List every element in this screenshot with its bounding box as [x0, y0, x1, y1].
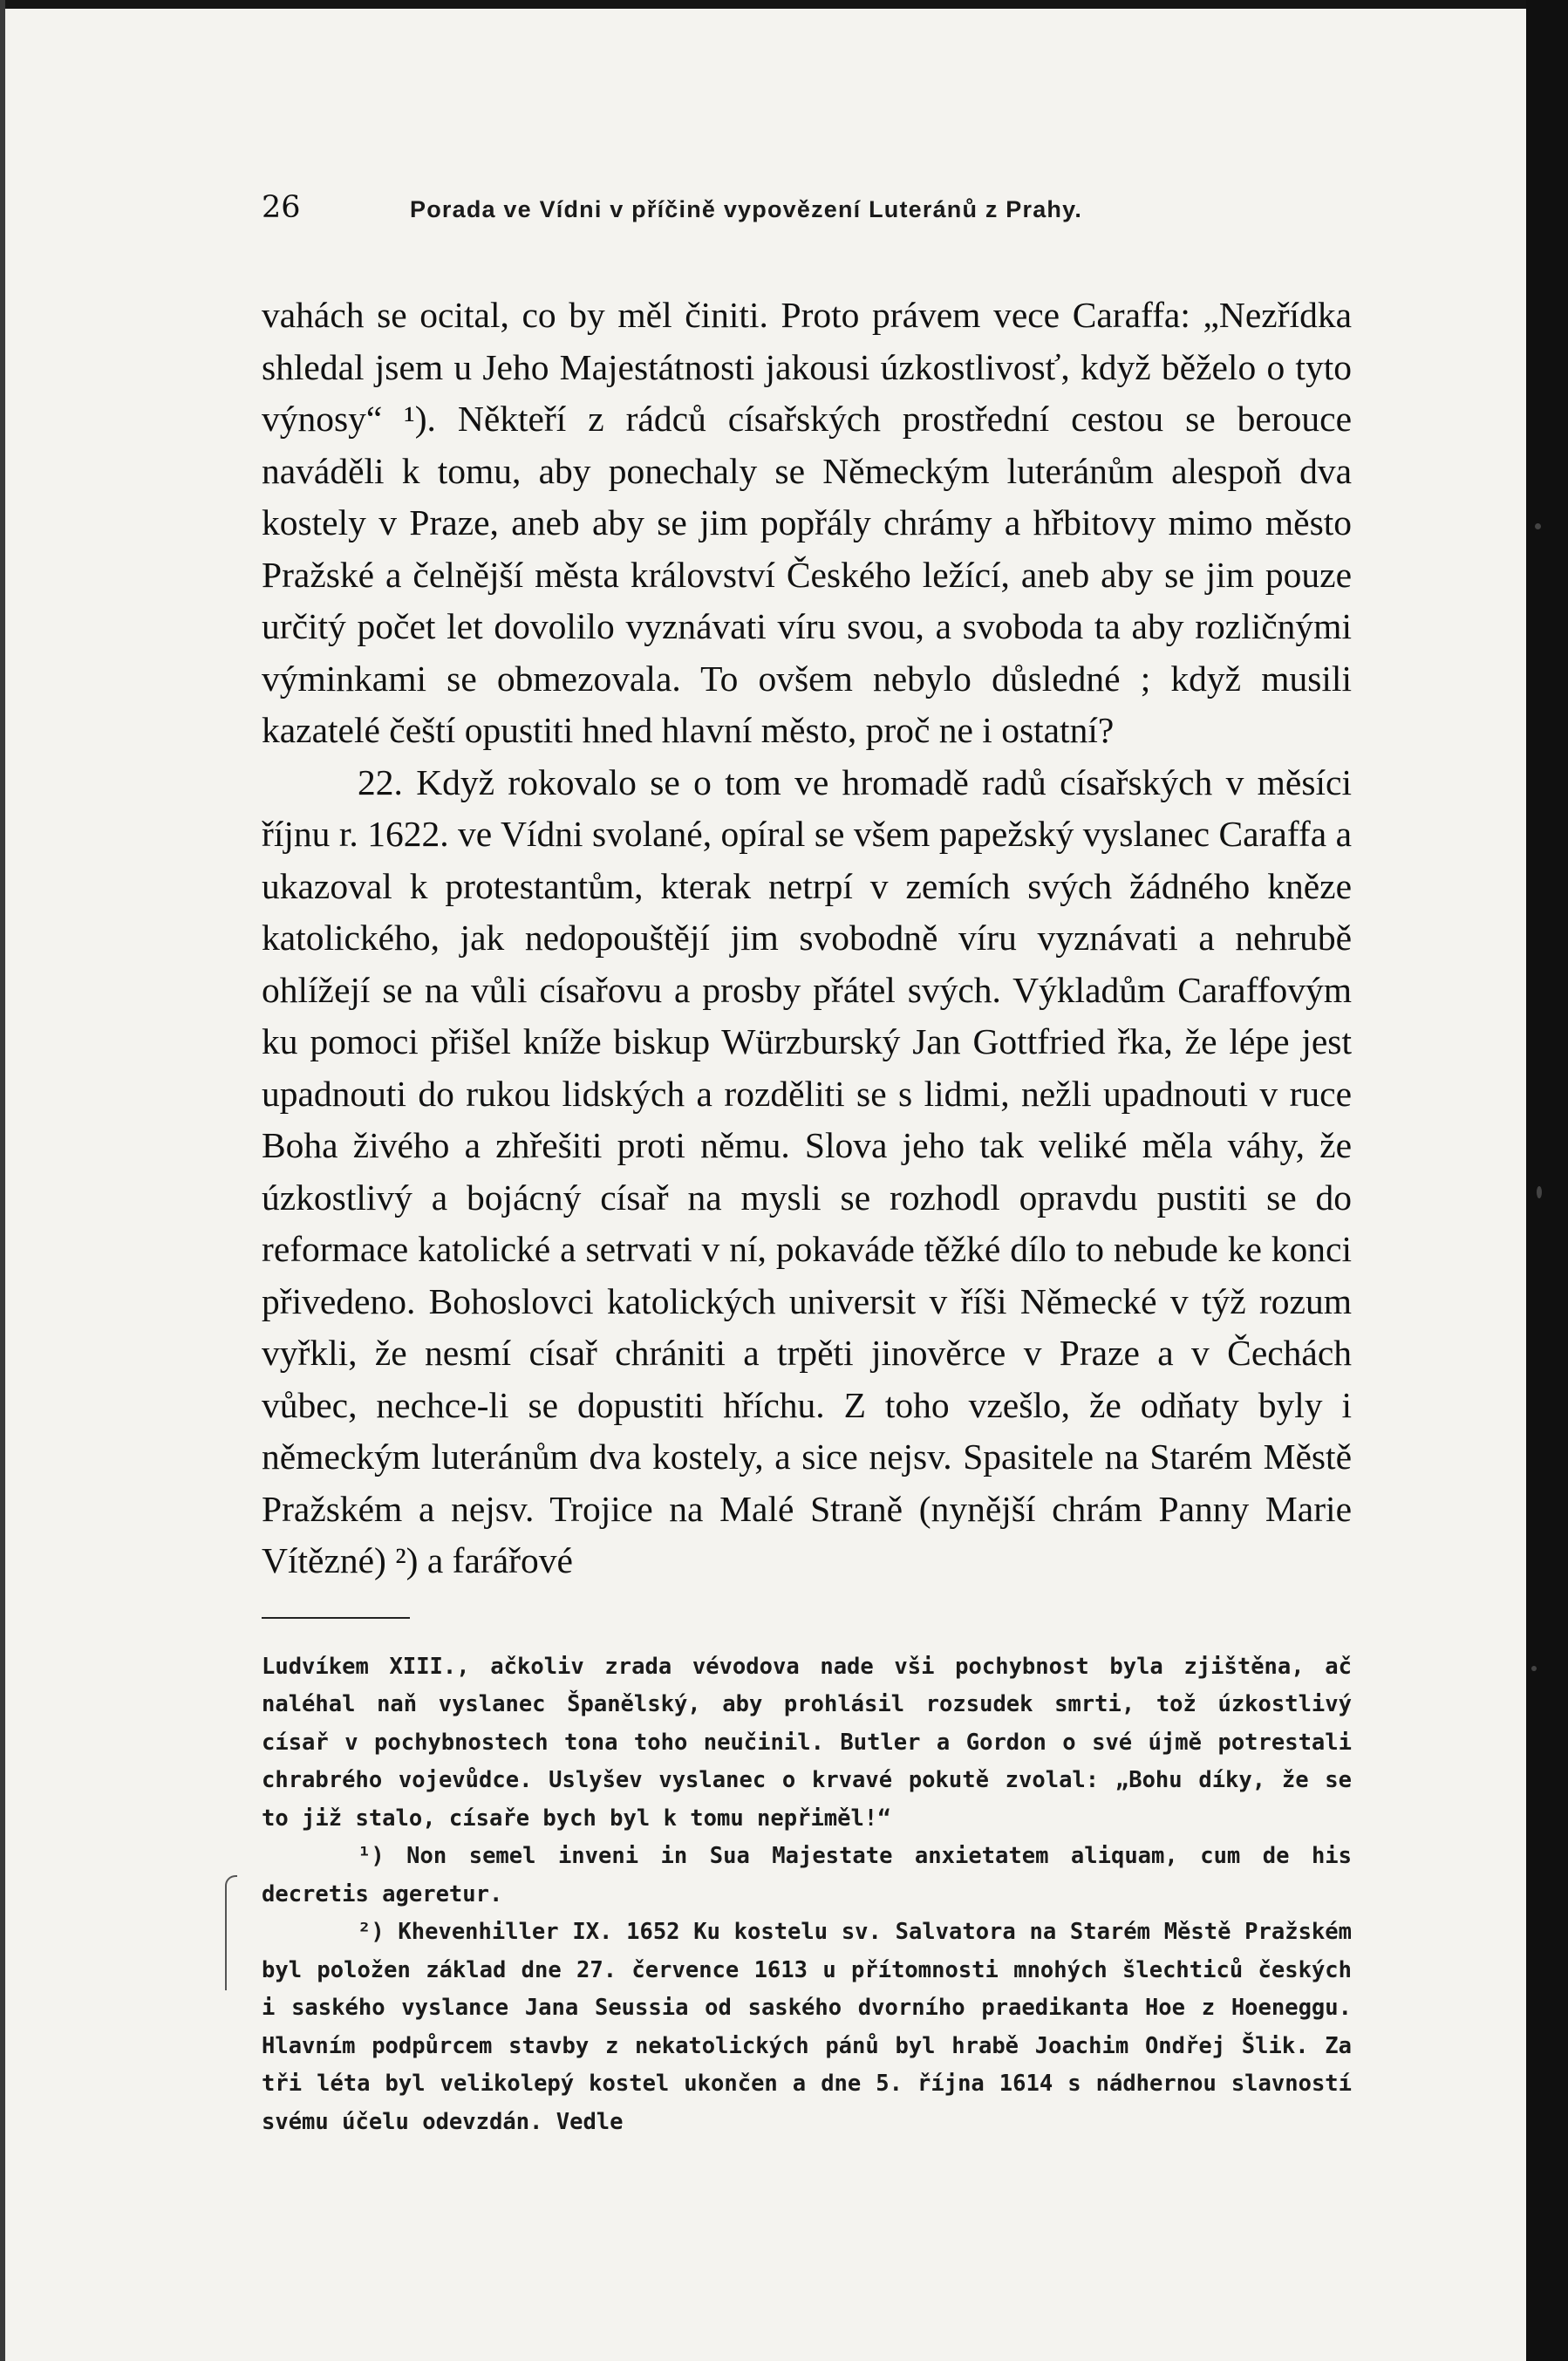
scan-right-edge — [1526, 0, 1568, 2361]
scan-speck — [1531, 1666, 1537, 1671]
footnote-continued: Ludvíkem XIII., ačkoliv zrada vévodova nade vši pochybnost byla zjištěna, ač naléhal naň vyslanec Španělský, aby prohlásil rozsudek smrti, tož úzkostlivý císař v pochybnostech tona toho neučinil. Butler a Gordon o své újmě potrestali chrabrého vojevůdce. Uslyšev vyslanec o krvavé pokutě zvolal: „Bohu díky, že se to již stalo, císaře bych byl k tomu nepřiměl!“ — [262, 1653, 1352, 1832]
footnote-2: ²) Khevenhiller IX. 1652 Ku kostelu sv. Salvatora na Starém Městě Pražském byl položen základ dne 27. července 1613 u přítomnosti mnohých šlechticů českých i saského vyslance Jana Seussia od saského dvorního praedikanta Hoe z Hoeneggu. Hlavním podpůrcem stavby z nekatolických pánů byl hrabě Joachim Ondřej Šlik. Za tři léta byl velikolepý kostel ukončen a dne 5. října 1614 s nádhernou slavností svému účelu odevzdán. Vedle — [262, 1919, 1352, 2135]
paragraph-continued: vahách se ocital, co by měl činiti. Proto právem vece Caraffa: „Nezřídka shledal jsem u Jeho Majestátnosti jakousi úzkostlivosť, když běželo o tyto výnosy“ ¹). Někteří z rádců císařských prostřední cestou se berouce naváděli k tomu, aby ponechaly se Německým luteránům alespoň dva kostely v Praze, aneb aby se jim popřály chrámy a hřbitovy mimo město Pražské a čelnější města království Českého ležící, aneb aby se jim pouze určitý počet let dovolilo vyznávati víru svou, a svoboda ta aby rozličnými výminkami se obmezovala. To ovšem nebylo důsledné ; když musili kazatelé čeští opustiti hned hlavní město, proč ne i ostatní? — [262, 295, 1352, 750]
margin-pencil-mark — [225, 1875, 237, 1990]
scan-top-edge — [0, 0, 1568, 9]
page-number: 26 — [262, 190, 301, 225]
paragraph-22: 22. Když rokovalo se o tom ve hromadě radů císařských v měsíci říjnu r. 1622. ve Vídni svolané, opíral se všem papežský vyslanec Caraffa a ukazoval k protestantům, kterak netrpí v zemích svých žádného kněze katolického, jak nedopouštějí jim svobodně víru vyznávati a nehrubě ohlížejí se na vůli císařovu a prosby přátel svých. Výkladům Caraffovým ku pomoci přišel kníže biskup Würzburský Jan Gottfried řka, že lépe jest upadnouti do rukou lidských a rozděliti se s lidmi, nežli upadnouti v ruce Boha živého a zhřešiti proti němu. Slova jeho tak veliké měla váhy, že úzkostlivý a bojácný císař na mysli se rozhodl opravdu pustiti se do reformace katolické a setrvati v ní, pokaváde těžké dílo to nebude ke konci přivedeno. Bohoslovci katolických universit v říši Německé v týž rozum vyřkli, že nesmí císař chrániti a trpěti jinověrce v Praze a v Čechách vůbec, nechce-li se dopustiti hříchu. Z toho vzešlo, že odňaty byly i německým luteránům dva kostely, a sice nejsv. Spasitele na Starém Městě Pražském a nejsv. Trojice na Malé Straně (nynější chrám Panny Marie Vítězné) ²) a farářové — [262, 761, 1352, 1580]
page-content — [262, 190, 1352, 2141]
scan-speck — [1537, 1186, 1542, 1198]
footnote-1: ¹) Non semel inveni in Sua Majestate anxietatem aliquam, cum de his decretis ageretur. — [262, 1843, 1352, 1907]
scan-left-edge — [0, 0, 5, 2361]
scan-speck — [1535, 523, 1541, 529]
running-title: Porada ve Vídni v příčině vypovězení Luteránů z Prahy. — [410, 196, 1083, 222]
running-head — [262, 190, 1352, 242]
footnotes — [262, 1648, 1352, 2142]
main-text — [262, 290, 1352, 1587]
footnote-rule — [262, 1617, 410, 1619]
